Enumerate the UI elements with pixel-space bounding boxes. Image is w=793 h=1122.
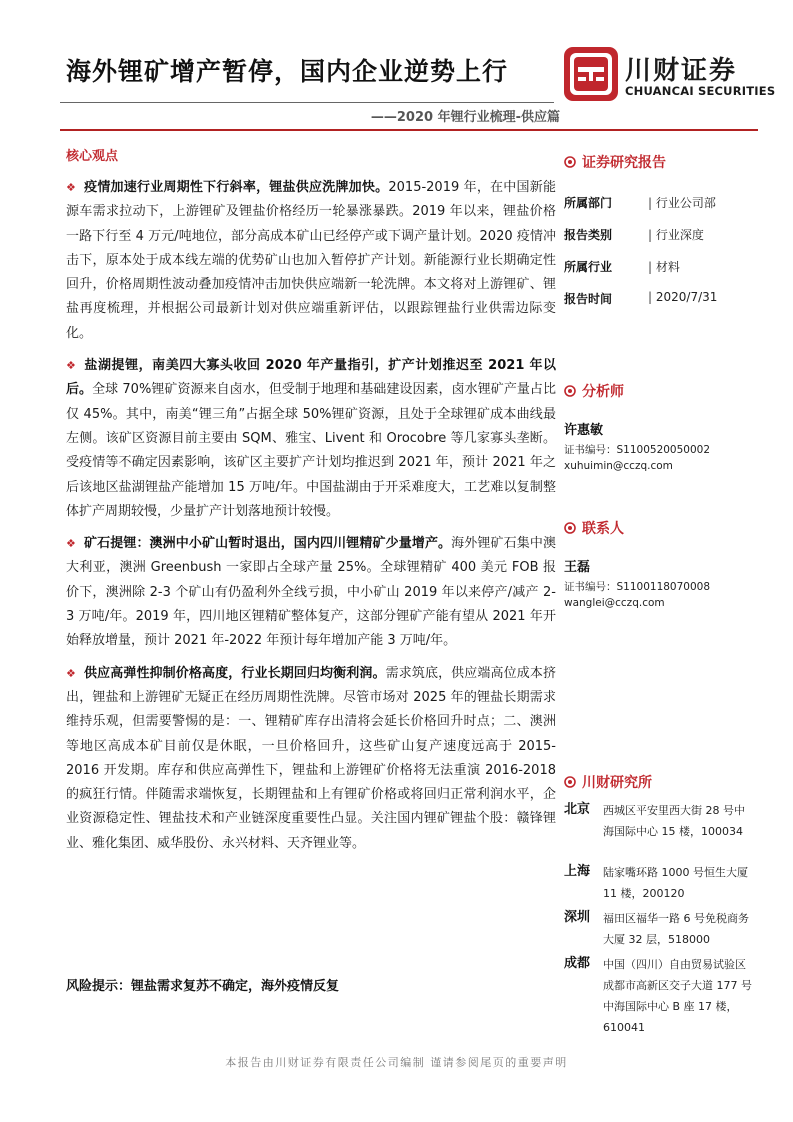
target-icon: [564, 776, 576, 788]
diamond-bullet-icon: ❖: [66, 666, 76, 680]
contact-cert: 证书编号：S1100118070008: [564, 581, 711, 593]
diamond-bullet-icon: ❖: [66, 359, 77, 373]
info-row-department: 所属部门 | 行业公司部: [564, 194, 764, 226]
company-logo: [563, 46, 776, 102]
paragraph-body: 2015-2019 年，在中国新能源车需求拉动下，上游锂矿及锂盐价格经历一轮暴涨暴跌。2019 年以来，锂盐价格一路下行至 4 万元/吨地位，部分高成本矿山已经停产或下调产量计划。2020 疫情冲击下，原本处于成本线左端的优势矿山也加入暂停扩产计划。新能源行业长期确定性回升，价格周期性波动叠加疫情冲击加快供应端新一轮洗牌。本文将对上游锂矿、锂盐再度梳理，并根据公司最新计划对供应端重新评估，以跟踪锂盐行业供需边际变化。: [66, 180, 556, 341]
contact-email[interactable]: wanglei@cczq.com: [564, 597, 665, 609]
paragraph-lead: 盐湖提锂，南美四大寡头收回 2020 年产量指引，扩产计划推迟至 2021 年以后。: [66, 358, 556, 398]
info-row-industry: 所属行业 | 材料: [564, 258, 764, 290]
analyst-panel: [564, 381, 764, 474]
analyst-name: 许惠敏: [564, 423, 604, 438]
institute-heading: 川财研究所: [564, 772, 764, 792]
paragraph-body: 全球 70%锂矿资源来自卤水，但受制于地理和基础建设因素，卤水锂矿产量占比仅 45%。其中，南美“锂三角”占据全球 50%锂矿资源，且处于全球锂矿成本曲线最左侧。该矿区资源目前主要由 SQM、雅宝、Livent 和 Orocobre 等几家寡头垄断。受疫情等不确定因素影响，该矿区主要扩产计划均推迟到 2021 年，预计 2021 年之后该地区盐湖锂盐产能增加 15 万吨/年。中国盐湖由于开采难度大，工艺难以复制整体扩产周期较慢，少量扩产计划落地预计较慢。: [66, 382, 556, 519]
info-row-category: 报告类别 | 行业深度: [564, 226, 764, 258]
target-icon: [564, 385, 576, 397]
report-info-heading: 证券研究报告: [564, 152, 764, 172]
logo-name-en: CHUANCAI SECURITIES: [625, 84, 776, 98]
core-view-section: [66, 145, 556, 864]
info-row-date: 报告时间 | 2020/7/31: [564, 290, 764, 322]
risk-warning: 风险提示：锂盐需求复苏不确定，海外疫情反复: [66, 979, 340, 994]
paragraph-lead: 疫情加速行业周期性下行斜率，锂盐供应洗牌加快。: [84, 180, 389, 195]
contact-name: 王磊: [564, 560, 591, 575]
core-paragraph: [66, 354, 556, 524]
target-icon: [564, 522, 576, 534]
report-info-panel: [564, 152, 764, 322]
page-footer: 本报告由川财证券有限责任公司编制 谨请参阅尾页的重要声明: [225, 1056, 568, 1069]
report-subtitle: ——2020 年锂行业梳理-供应篇: [370, 110, 560, 125]
logo-mark-icon: [563, 46, 619, 102]
core-paragraph: [66, 176, 556, 346]
report-title: 海外锂矿增产暂停，国内企业逆势上行: [66, 57, 509, 86]
target-icon: [564, 156, 576, 168]
analyst-cert: 证书编号：S1100520050002: [564, 444, 711, 456]
logo-name-cn: 川财证券: [625, 56, 738, 86]
paragraph-lead: 供应高弹性抑制价格高度，行业长期回归均衡利润。: [83, 665, 386, 681]
analyst-heading: 分析师: [564, 381, 764, 401]
diamond-bullet-icon: ❖: [66, 537, 76, 551]
core-paragraph: [66, 532, 556, 653]
core-view-heading: 核心观点: [66, 149, 119, 164]
paragraph-body: 海外锂矿石集中澳大利亚，澳洲 Greenbush 一家即占全球产量 25%。全球锂精矿 400 美元 FOB 报价下，澳洲除 2-3 个矿山有仍盈利外全线亏损，中小矿山 2019 年以来停产/减产 2-3 万吨/年。2019 年，四川地区锂精矿整体复产，这部分锂矿产能有望从 2021 年开始释放增量，预计 2021 年-2022 年预计每年增加产能 3 万吨/年。: [66, 536, 556, 649]
paragraph-body: 需求筑底，供应端高位成本挤出，锂盐和上游锂矿无疑正在经历周期性洗牌。尽管市场对 2025 年的锂盐长期需求维持乐观，但需要警惕的是：一、锂精矿库存出清将会延长价格回升时点；二、澳洲等地区高成本矿目前仅是休眠，一旦价格回升，这些矿山复产速度远高于 2015-2016 开发期。库存和供应高弹性下，锂盐和上游锂矿价格将无法重演 2016-2018 的疯狂行情。伴随需求端恢复，长期锂盐和上有锂矿价格或将回归正常利润水平，企业资源稳定性、锂盐技术和产业链深度重要性凸显。关注国内锂矿锂盐个股：赣锋锂业、雅化集团、威华股份、永兴材料、天齐锂业等。: [66, 665, 556, 851]
section-divider: [60, 129, 758, 131]
paragraph-lead: 矿石提锂：澳洲中小矿山暂时退出，国内四川锂精矿少量增产。: [83, 536, 452, 552]
contact-panel: [564, 518, 764, 611]
header-divider: [60, 102, 554, 103]
core-paragraph: [66, 662, 556, 856]
analyst-email[interactable]: xuhuimin@cczq.com: [564, 460, 673, 472]
diamond-bullet-icon: ❖: [66, 181, 77, 194]
contact-heading: 联系人: [564, 518, 764, 538]
